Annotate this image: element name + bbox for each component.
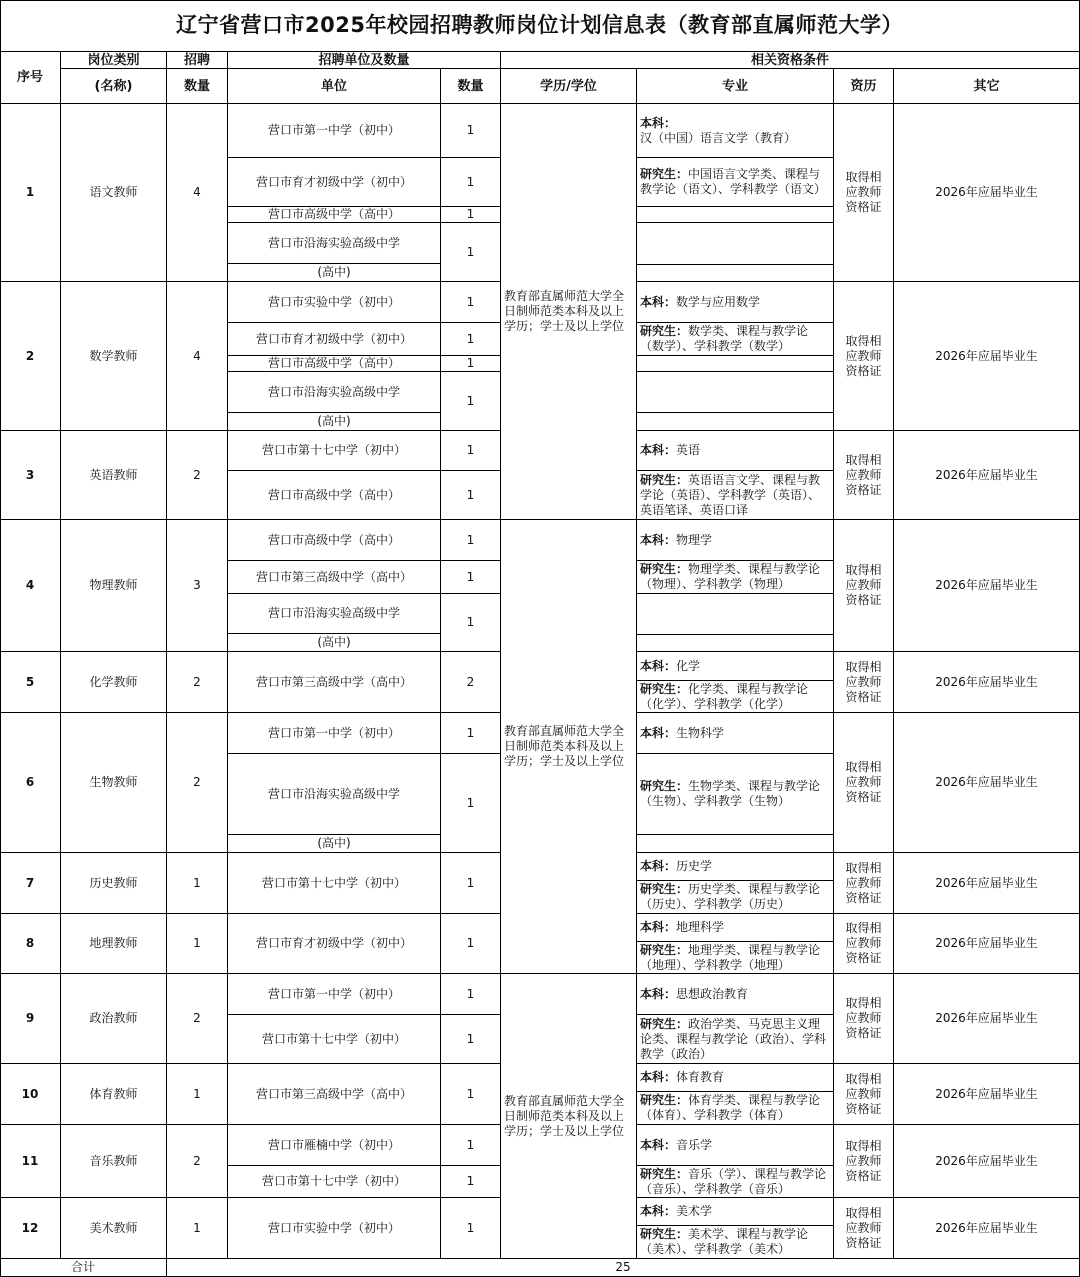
header-recruit: 招聘 — [167, 52, 228, 69]
postgrad-label: 研究生： — [640, 779, 689, 793]
post-count: 2 — [167, 713, 228, 853]
major-postgrad — [637, 681, 834, 713]
post-name: 美术教师 — [61, 1198, 167, 1259]
major-undergrad — [637, 1125, 834, 1166]
post-count: 1 — [167, 914, 228, 974]
unit-count: 1 — [441, 520, 501, 561]
unit-count: 1 — [441, 853, 501, 914]
header-unit-count: 数量 — [441, 69, 501, 104]
undergrad-major-text: 思想政治教育 — [676, 986, 749, 1001]
row-seq: 12 — [0, 1198, 61, 1259]
major-postgrad — [637, 158, 834, 207]
header-seq: 序号 — [0, 52, 61, 104]
degree-requirement: 教育部直属师范大学全日制师范类本科及以上学历；学士及以上学位 — [501, 104, 637, 520]
header-qualification-group: 相关资格条件 — [501, 52, 1080, 69]
major-empty-cell — [637, 356, 834, 372]
unit-name: 营口市第十七中学（初中） — [228, 1015, 441, 1064]
unit-count: 1 — [441, 713, 501, 754]
unit-count: 1 — [441, 223, 501, 282]
unit-name: 营口市第一中学（初中） — [228, 974, 441, 1015]
certificate-requirement: 取得相应教师资格证 — [834, 282, 894, 431]
page-title: 辽宁省营口市2025年校园招聘教师岗位计划信息表（教育部直属师范大学） — [0, 0, 1080, 52]
postgrad-label: 研究生： — [640, 942, 689, 957]
row-seq: 11 — [0, 1125, 61, 1198]
undergrad-major-text: 地理科学 — [676, 920, 725, 934]
unit-count: 1 — [441, 1064, 501, 1125]
post-count: 2 — [167, 431, 228, 520]
unit-count: 1 — [441, 282, 501, 323]
unit-name: 营口市沿海实验高级中学 — [228, 594, 441, 634]
undergrad-major-text: 化学 — [676, 658, 701, 673]
unit-name: 营口市沿海实验高级中学 — [228, 223, 441, 264]
unit-count: 1 — [441, 1166, 501, 1198]
unit-count: 1 — [441, 1125, 501, 1166]
row-seq: 2 — [0, 282, 61, 431]
unit-name: 营口市实验中学（初中） — [228, 282, 441, 323]
other-requirement: 2026年应届毕业生 — [894, 853, 1080, 914]
header-major: 专业 — [637, 69, 834, 104]
row-seq: 6 — [0, 713, 61, 853]
undergrad-label: 本科： — [640, 1070, 677, 1084]
unit-count: 1 — [441, 471, 501, 520]
post-count: 1 — [167, 1198, 228, 1259]
major-undergrad — [637, 520, 834, 561]
post-name: 音乐教师 — [61, 1125, 167, 1198]
undergrad-major-text: 英语 — [676, 443, 701, 457]
undergrad-major-text: 音乐学 — [676, 1137, 713, 1152]
postgrad-major-text: 体育学类、课程与教学论（体育）、学科教学（体育） — [640, 1093, 821, 1122]
unit-count: 1 — [441, 974, 501, 1015]
unit-name: 营口市育才初级中学（初中） — [228, 158, 441, 207]
postgrad-label: 研究生： — [640, 167, 689, 181]
postgrad-label: 研究生： — [640, 1227, 689, 1241]
major-postgrad — [637, 1166, 834, 1198]
certificate-requirement: 取得相应教师资格证 — [834, 1198, 894, 1259]
certificate-requirement: 取得相应教师资格证 — [834, 713, 894, 853]
postgrad-major-text: 美术学、课程与教学论（美术）、学科教学（美术） — [640, 1227, 809, 1256]
unit-name: 营口市实验中学（初中） — [228, 1198, 441, 1259]
major-empty-cell — [637, 594, 834, 635]
post-name: 历史教师 — [61, 853, 167, 914]
certificate-requirement: 取得相应教师资格证 — [834, 520, 894, 652]
row-seq: 1 — [0, 104, 61, 282]
unit-name: 营口市沿海实验高级中学 — [228, 372, 441, 413]
unit-count: 1 — [441, 594, 501, 652]
undergrad-major-text: 美术学 — [676, 1204, 713, 1218]
total-label: 合计 — [0, 1259, 167, 1277]
unit-count: 2 — [441, 652, 501, 713]
unit-count: 1 — [441, 372, 501, 431]
unit-name-suffix: (高中) — [228, 413, 441, 431]
other-requirement: 2026年应届毕业生 — [894, 282, 1080, 431]
post-count: 2 — [167, 974, 228, 1064]
post-name: 化学教师 — [61, 652, 167, 713]
unit-name: 营口市育才初级中学（初中） — [228, 914, 441, 974]
unit-name: 营口市高级中学（高中） — [228, 520, 441, 561]
post-name: 体育教师 — [61, 1064, 167, 1125]
unit-count: 1 — [441, 323, 501, 356]
row-seq: 9 — [0, 974, 61, 1064]
undergrad-label: 本科： — [640, 725, 677, 740]
postgrad-label: 研究生： — [640, 324, 689, 338]
undergrad-major-text: 生物科学 — [676, 725, 725, 740]
certificate-requirement: 取得相应教师资格证 — [834, 652, 894, 713]
unit-count: 1 — [441, 207, 501, 223]
major-undergrad — [637, 853, 834, 881]
certificate-requirement: 取得相应教师资格证 — [834, 1125, 894, 1198]
post-count: 1 — [167, 853, 228, 914]
major-undergrad — [637, 104, 834, 158]
unit-name: 营口市高级中学（高中） — [228, 471, 441, 520]
postgrad-label: 研究生： — [640, 1166, 689, 1181]
degree-requirement: 教育部直属师范大学全日制师范类本科及以上学历；学士及以上学位 — [501, 974, 637, 1259]
major-postgrad — [637, 1092, 834, 1125]
row-seq: 8 — [0, 914, 61, 974]
certificate-requirement: 取得相应教师资格证 — [834, 974, 894, 1064]
unit-name: 营口市第一中学（初中） — [228, 104, 441, 158]
post-name: 政治教师 — [61, 974, 167, 1064]
certificate-requirement: 取得相应教师资格证 — [834, 1064, 894, 1125]
major-undergrad — [637, 974, 834, 1015]
postgrad-label: 研究生： — [640, 1016, 689, 1031]
row-seq: 7 — [0, 853, 61, 914]
post-count: 3 — [167, 520, 228, 652]
unit-count: 1 — [441, 1015, 501, 1064]
unit-count: 1 — [441, 561, 501, 594]
post-name: 物理教师 — [61, 520, 167, 652]
row-seq: 3 — [0, 431, 61, 520]
row-seq: 4 — [0, 520, 61, 652]
unit-count: 1 — [441, 1198, 501, 1259]
major-undergrad — [637, 652, 834, 681]
undergrad-label: 本科： — [640, 859, 677, 873]
undergrad-major-text: 物理学 — [676, 532, 713, 547]
postgrad-major-text: 生物学类、课程与教学论（生物）、学科教学（生物） — [640, 779, 821, 808]
major-undergrad — [637, 1064, 834, 1092]
undergrad-label: 本科： — [640, 115, 677, 130]
post-name: 地理教师 — [61, 914, 167, 974]
major-undergrad — [637, 713, 834, 754]
unit-count: 1 — [441, 754, 501, 853]
postgrad-major-text: 中国语言文学类、课程与教学论（语文）、学科教学（语文） — [640, 167, 827, 196]
postgrad-major-text: 数学类、课程与教学论（数学）、学科教学（数学） — [640, 324, 809, 353]
unit-name: 营口市沿海实验高级中学 — [228, 754, 441, 835]
postgrad-major-text: 物理学类、课程与教学论（物理）、学科教学（物理） — [640, 562, 821, 591]
header-degree: 学历/学位 — [501, 69, 637, 104]
postgrad-label: 研究生： — [640, 562, 689, 576]
other-requirement: 2026年应届毕业生 — [894, 1125, 1080, 1198]
undergrad-major-text: 历史学 — [676, 859, 713, 873]
postgrad-label: 研究生： — [640, 472, 689, 487]
certificate-requirement: 取得相应教师资格证 — [834, 853, 894, 914]
other-requirement: 2026年应届毕业生 — [894, 652, 1080, 713]
post-name: 英语教师 — [61, 431, 167, 520]
other-requirement: 2026年应届毕业生 — [894, 914, 1080, 974]
unit-count: 1 — [441, 914, 501, 974]
undergrad-label: 本科： — [640, 294, 677, 309]
header-unit: 单位 — [228, 69, 441, 104]
major-empty-cell — [637, 265, 834, 282]
postgrad-major-text: 音乐（学）、课程与教学论（音乐）、学科教学（音乐） — [640, 1166, 827, 1196]
undergrad-major-text: 汉（中国）语言文学（教育） — [640, 130, 797, 145]
unit-name: 营口市第十七中学（初中） — [228, 431, 441, 471]
header-post-name: (名称) — [61, 69, 167, 104]
unit-name: 营口市育才初级中学（初中） — [228, 323, 441, 356]
header-recruit-count: 数量 — [167, 69, 228, 104]
unit-count: 1 — [441, 431, 501, 471]
major-empty-cell — [637, 635, 834, 652]
major-empty-cell — [637, 207, 834, 223]
undergrad-label: 本科： — [640, 1137, 677, 1152]
postgrad-label: 研究生： — [640, 681, 689, 696]
other-requirement: 2026年应届毕业生 — [894, 1198, 1080, 1259]
postgrad-major-text: 地理学类、课程与教学论（地理）、学科教学（地理） — [640, 942, 821, 972]
post-count: 1 — [167, 1064, 228, 1125]
major-empty-cell — [637, 835, 834, 853]
postgrad-major-text: 化学类、课程与教学论（化学）、学科教学（化学） — [640, 681, 809, 711]
major-postgrad — [637, 1015, 834, 1064]
degree-requirement: 教育部直属师范大学全日制师范类本科及以上学历；学士及以上学位 — [501, 520, 637, 974]
certificate-requirement: 取得相应教师资格证 — [834, 104, 894, 282]
unit-name: 营口市第三高级中学（高中） — [228, 652, 441, 713]
major-empty-cell — [637, 223, 834, 265]
post-count: 4 — [167, 282, 228, 431]
unit-name: 营口市第三高级中学（高中） — [228, 1064, 441, 1125]
major-postgrad — [637, 471, 834, 520]
post-name: 数学教师 — [61, 282, 167, 431]
major-empty-cell — [637, 372, 834, 413]
other-requirement: 2026年应届毕业生 — [894, 713, 1080, 853]
header-certificate: 资历 — [834, 69, 894, 104]
post-name: 生物教师 — [61, 713, 167, 853]
other-requirement: 2026年应届毕业生 — [894, 520, 1080, 652]
undergrad-label: 本科： — [640, 443, 677, 457]
unit-name-suffix: (高中) — [228, 835, 441, 853]
post-name: 语文教师 — [61, 104, 167, 282]
other-requirement: 2026年应届毕业生 — [894, 1064, 1080, 1125]
unit-name: 营口市高级中学（高中） — [228, 356, 441, 372]
header-unit-group: 招聘单位及数量 — [228, 52, 501, 69]
undergrad-label: 本科： — [640, 1204, 677, 1218]
row-seq: 5 — [0, 652, 61, 713]
major-postgrad — [637, 1226, 834, 1259]
other-requirement: 2026年应届毕业生 — [894, 431, 1080, 520]
header-other: 其它 — [894, 69, 1080, 104]
major-empty-cell — [637, 413, 834, 431]
post-count: 2 — [167, 652, 228, 713]
unit-count: 1 — [441, 104, 501, 158]
major-undergrad — [637, 914, 834, 942]
other-requirement: 2026年应届毕业生 — [894, 974, 1080, 1064]
undergrad-label: 本科： — [640, 986, 677, 1001]
undergrad-label: 本科： — [640, 920, 677, 934]
unit-count: 1 — [441, 158, 501, 207]
major-postgrad — [637, 754, 834, 835]
certificate-requirement: 取得相应教师资格证 — [834, 914, 894, 974]
major-postgrad — [637, 881, 834, 914]
header-post-type: 岗位类别 — [61, 52, 167, 69]
undergrad-label: 本科： — [640, 532, 677, 547]
unit-name-suffix: (高中) — [228, 634, 441, 652]
postgrad-major-text: 英语语言文学、课程与教学论（英语）、学科教学（英语）、英语笔译、英语口译 — [640, 472, 821, 517]
unit-count: 1 — [441, 356, 501, 372]
unit-name: 营口市第一中学（初中） — [228, 713, 441, 754]
major-postgrad — [637, 561, 834, 594]
undergrad-label: 本科： — [640, 658, 677, 673]
major-postgrad — [637, 323, 834, 356]
row-seq: 10 — [0, 1064, 61, 1125]
unit-name-suffix: (高中) — [228, 264, 441, 282]
post-count: 2 — [167, 1125, 228, 1198]
other-requirement: 2026年应届毕业生 — [894, 104, 1080, 282]
major-undergrad — [637, 431, 834, 471]
unit-name: 营口市雁楠中学（初中） — [228, 1125, 441, 1166]
unit-name: 营口市第十七中学（初中） — [228, 853, 441, 914]
postgrad-label: 研究生： — [640, 882, 689, 896]
major-postgrad — [637, 942, 834, 974]
undergrad-major-text: 体育教育 — [676, 1070, 725, 1084]
undergrad-major-text: 数学与应用数学 — [676, 294, 761, 309]
unit-name: 营口市第十七中学（初中） — [228, 1166, 441, 1198]
certificate-requirement: 取得相应教师资格证 — [834, 431, 894, 520]
major-undergrad — [637, 282, 834, 323]
unit-name: 营口市第三高级中学（高中） — [228, 561, 441, 594]
total-value: 25 — [167, 1259, 1080, 1277]
postgrad-label: 研究生： — [640, 1093, 689, 1107]
post-count: 4 — [167, 104, 228, 282]
major-undergrad — [637, 1198, 834, 1226]
postgrad-major-text: 政治学类、马克思主义理论类、课程与教学论（政治）、学科教学（政治） — [640, 1016, 827, 1061]
postgrad-major-text: 历史学类、课程与教学论（历史）、学科教学（历史） — [640, 882, 821, 911]
unit-name: 营口市高级中学（高中） — [228, 207, 441, 223]
